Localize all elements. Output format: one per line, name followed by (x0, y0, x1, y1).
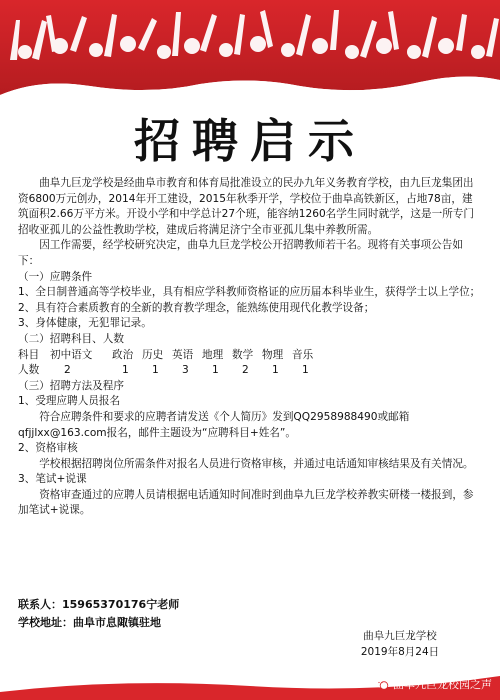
headcount-row (18, 363, 482, 379)
intro-paragraph-2: 因工作需要，经学校研究决定，曲阜九巨龙学校公开招聘教师若干名。现将有关事项公告如下： (18, 239, 463, 267)
crowd-banner-graphic (0, 0, 500, 110)
table-cell: 1 (302, 364, 309, 377)
intro-paragraph: 曲阜九巨龙学校是经曲阜市教育和体育局批准设立的民办九年义务教育学校，由九巨龙集团出资6800万元创办，2014年开工建设，2015年秋季开学，学校位于曲阜高铁新区，占地78亩，建筑面积2.66万平方米。开设小学和中学总计27个班，能容纳1260名学生同时就学，这是一所专门招收亚孤儿的公益性教助学校，建成后将满足济宁全市亚孤儿集中养教所需。 (18, 177, 474, 236)
table-cell: 音乐 (292, 348, 314, 361)
table-cell: 2 (242, 364, 249, 377)
section-heading: （一）应聘条件 (18, 270, 93, 283)
step-text: qfjjlxx@163.com报名，邮件主题设为“应聘科目+姓名”。 (18, 426, 296, 439)
step-title: 2、资格审核 (18, 442, 78, 455)
table-cell: 1 (212, 364, 219, 377)
table-cell: 政治 (112, 348, 134, 361)
school-address: 学校地址：曲阜市息陬镇驻地 (18, 616, 161, 629)
step-text: 符合应聘条件和要求的应聘者请发送《个人简历》发到QQ2958988490或邮箱 (39, 410, 410, 423)
contact-person: 联系人：15965370176宁老师 (18, 598, 180, 611)
step-title: 1、受理应聘人员报名 (18, 395, 121, 408)
table-cell: 历史 (142, 348, 164, 361)
account-watermark (375, 676, 492, 692)
table-cell: 初中语文 (50, 348, 93, 361)
table-cell: 人数 (18, 364, 40, 377)
section-heading: （二）招聘科目、人数 (18, 332, 124, 345)
step-text: 资格审查通过的应聘人员请根据电话通知时间准时到曲阜九巨龙学校养教实研楼一楼报到，参加笔试+说课。 (18, 488, 474, 517)
list-item: 2、具有符合素质教育的全新的教育教学理念，能熟练使用现代化教学设备； (18, 301, 375, 314)
table-cell: 3 (182, 364, 189, 377)
list-item: 3、身体健康，无犯罪记录。 (18, 317, 152, 330)
step-title: 3、笔试+说课 (18, 473, 87, 486)
table-cell: 数学 (232, 348, 254, 361)
table-cell: 2 (64, 364, 71, 377)
section-heading: （三）招聘方法及程序 (18, 379, 124, 392)
page-title: 招聘启示 (134, 114, 366, 168)
signature-block (330, 628, 470, 660)
list-item: 1、全日制普通高等学校毕业，具有相应学科教师资格证的应历届本科毕业生，获得学士以上学位； (18, 286, 481, 299)
subjects-row (18, 348, 482, 364)
signature-date: 2019年8月24日 (360, 646, 440, 658)
table-cell: 地理 (202, 348, 224, 361)
table-cell: 物理 (262, 348, 284, 361)
table-cell: 英语 (172, 348, 194, 361)
wechat-icon (375, 677, 389, 691)
table-cell: 科目 (18, 348, 40, 361)
table-cell: 1 (152, 364, 159, 377)
notice-body (18, 176, 482, 519)
table-cell: 1 (272, 364, 279, 377)
signature-school: 曲阜九巨龙学校 (363, 630, 437, 642)
contact-block (18, 596, 179, 632)
step-text: 学校根据招聘岗位所需条件对报名人员进行资格审核，并通过电话通知审核结果及有关情况。 (39, 457, 474, 470)
table-cell: 1 (122, 364, 129, 377)
watermark-text: 曲阜九巨龙校园之声 (393, 678, 492, 691)
